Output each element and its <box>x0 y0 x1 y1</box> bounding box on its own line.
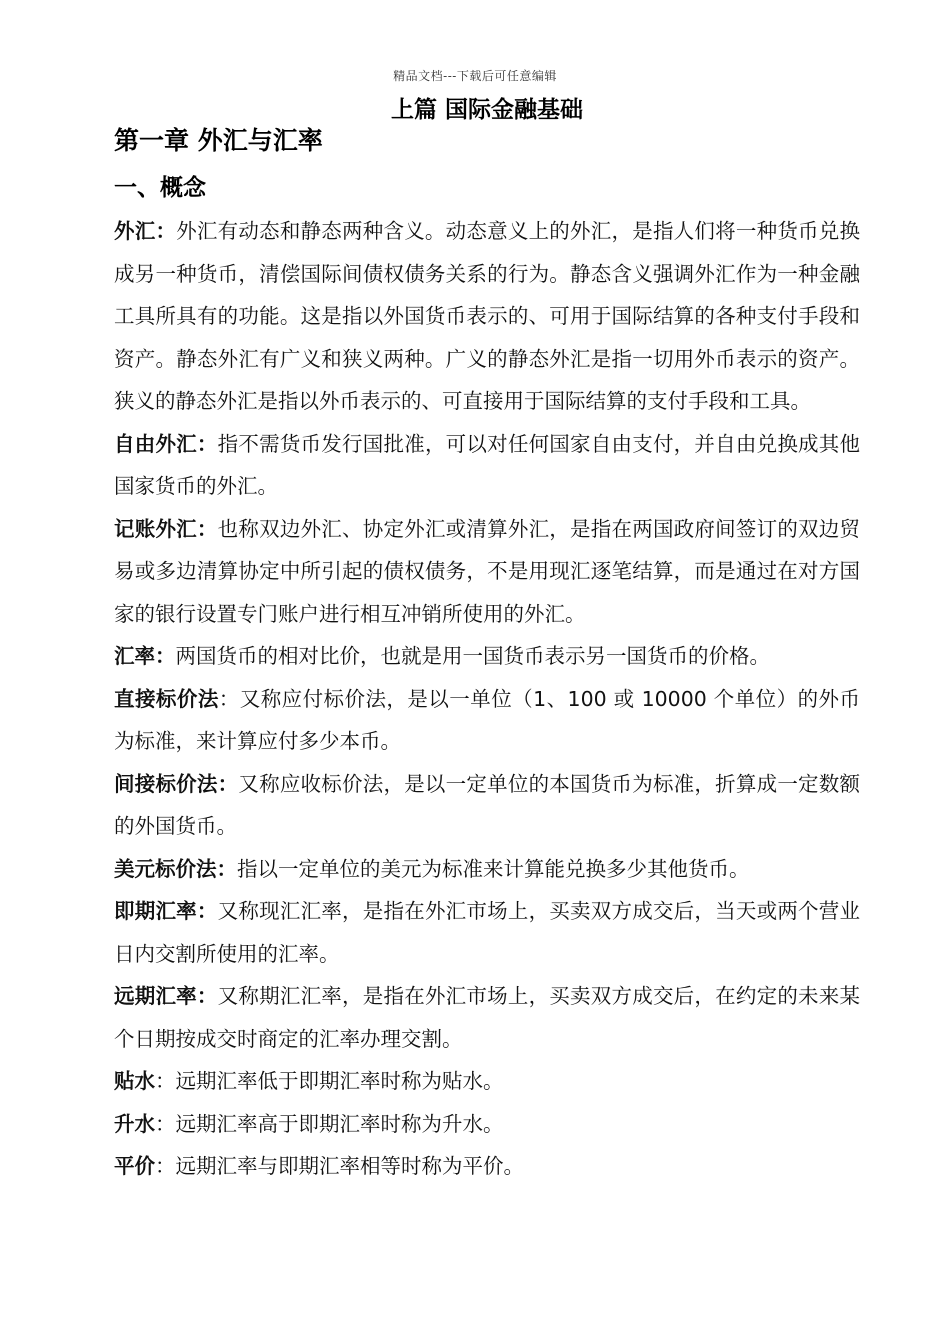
definition-text: 指不需货币发行国批准，可以对任何国家自由支付，并自由兑换成其他国家货币的外汇。 <box>114 431 861 498</box>
definition-premium <box>114 1103 860 1146</box>
definition-text: 指以一定单位的美元为标准来计算能兑换多少其他货币。 <box>237 856 750 881</box>
definition-term: 自由外汇： <box>114 431 218 456</box>
definition-indirect-quotation <box>114 763 860 848</box>
definition-term: 美元标价法： <box>114 856 237 881</box>
part-title: 上篇 国际金融基础 <box>390 97 583 123</box>
definition-text: 外汇有动态和静态两种含义。动态意义上的外汇，是指人们将一种货币兑换成另一种货币，清偿国际间债权债务关系的行为。静态含义强调外汇作为一种金融工具所具有的功能。这是指以外国货币表示的、可用于国际结算的各种支付手段和资产。静态外汇有广义和狭义两种。广义的静态外汇是指一切用外币表示的资产。狭义的静态外汇是指以外币表示的、可直接用于国际结算的支付手段和工具。 <box>114 219 860 413</box>
definition-term: 汇率： <box>114 644 176 668</box>
definitions-body <box>114 210 860 1188</box>
definition-text: 又称应收标价法，是以一定单位的本国货币为标准，折算成一定数额的外国货币。 <box>114 771 861 838</box>
definition-text: 又称期汇汇率，是指在外汇市场上，买卖双方成交后，在约定的未来某个日期按成交时商定的汇率办理交割。 <box>114 984 861 1051</box>
definition-exchange-rate <box>114 635 860 678</box>
definition-text: ：远期汇率与即期汇率相等时称为平价。 <box>155 1154 524 1178</box>
definition-spot-rate <box>114 890 860 975</box>
definition-text: ：远期汇率低于即期汇率时称为贴水。 <box>155 1069 504 1093</box>
definition-term: 即期汇率： <box>114 899 218 923</box>
definition-term: 外汇： <box>114 219 177 243</box>
definition-text: ：又称应付标价法，是以一单位（1、100 或 10000 个单位）的外币为标准，来计算应付多少本币。 <box>114 686 861 753</box>
definition-foreign-exchange <box>114 210 860 423</box>
definition-term: 平价 <box>114 1154 155 1178</box>
definition-direct-quotation <box>114 678 860 763</box>
definition-text: 又称现汇汇率，是指在外汇市场上，买卖双方成交后，当天或两个营业日内交割所使用的汇率。 <box>114 899 861 966</box>
section-title: 一、概念 <box>114 175 206 201</box>
definition-forward-rate <box>114 975 860 1060</box>
definition-term: 升水 <box>114 1111 155 1136</box>
definition-text: 也称双边外汇、协定外汇或清算外汇，是指在两国政府间签订的双边贸易或多边清算协定中所引起的债权债务，不是用现汇逐笔结算，而是通过在对方国家的银行设置专门账户进行相互冲销所使用的外汇。 <box>114 516 861 626</box>
definition-dollar-quotation <box>114 848 860 891</box>
definition-term: 直接标价法 <box>114 686 219 711</box>
definition-text: 两国货币的相对比价，也就是用一国货币表示另一国货币的价格。 <box>175 644 770 668</box>
definition-term: 间接标价法： <box>114 771 239 796</box>
definition-term: 远期汇率： <box>114 984 218 1008</box>
header-watermark: 精品文档---下载后可任意编辑 <box>393 69 557 83</box>
chapter-title: 第一章 外汇与汇率 <box>114 126 323 155</box>
definition-clearing-exchange <box>114 508 860 636</box>
definition-par <box>114 1145 860 1188</box>
definition-text: ：远期汇率高于即期汇率时称为升水。 <box>155 1111 504 1136</box>
definition-term: 记账外汇： <box>114 516 218 541</box>
definition-term: 贴水 <box>114 1069 155 1093</box>
definition-free-exchange <box>114 423 860 508</box>
definition-discount <box>114 1060 860 1103</box>
